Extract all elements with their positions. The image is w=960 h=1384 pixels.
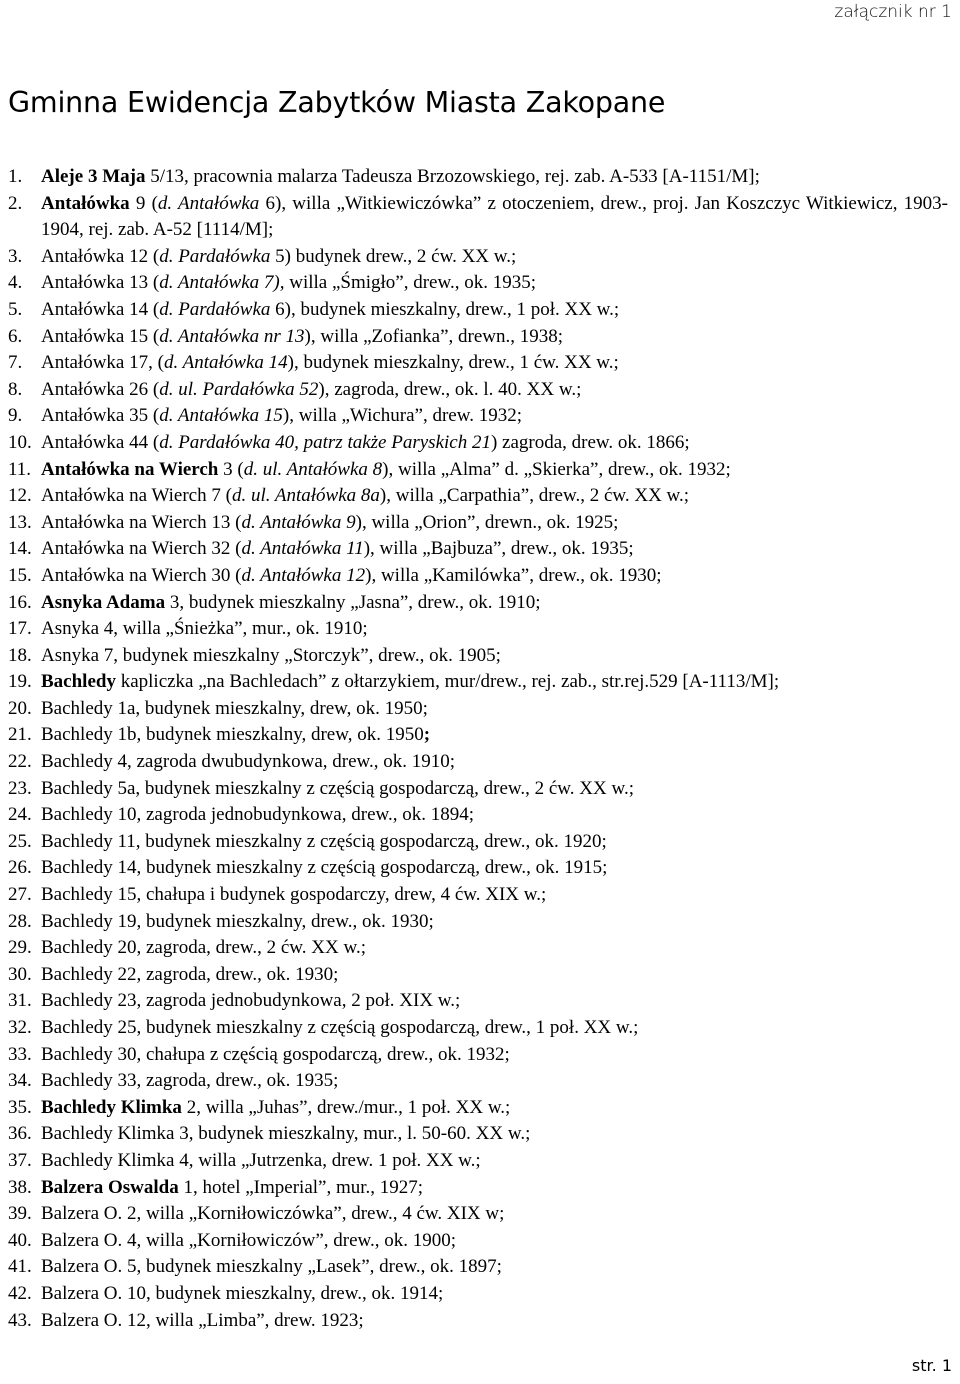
item-text [41, 1281, 948, 1308]
list-item [8, 909, 948, 936]
former-address: d. Antałówka 12 [241, 564, 366, 586]
former-address: d. ul. Pardałówka 52 [159, 378, 319, 400]
list-item [8, 829, 948, 856]
list-item [8, 483, 948, 510]
former-address: d. Antałówka 7), [159, 272, 285, 294]
list-item [8, 244, 948, 271]
item-text [41, 1042, 948, 1069]
item-number: 7. [8, 352, 23, 374]
list-item [8, 1201, 948, 1228]
item-text-segment: Antałówka 14 ( [41, 298, 160, 320]
item-text [41, 1254, 948, 1281]
item-number: 2. [8, 192, 23, 214]
item-number: 15. [8, 564, 32, 586]
item-number: 40. [8, 1229, 32, 1251]
item-text [41, 829, 948, 856]
item-text-segment: Antałówka 44 ( [41, 431, 160, 453]
item-text-segment: Balzera O. 12, willa „Limba”, drew. 1923; [41, 1309, 364, 1331]
item-text [41, 350, 948, 377]
street-name: Bachledy Klimka [41, 1096, 182, 1118]
list-item [8, 1148, 948, 1175]
item-text [41, 855, 948, 882]
street-name: ; [423, 724, 431, 746]
item-text-segment: Asnyka 7, budynek mieszkalny „Storczyk”, drew., ok. 1905; [41, 644, 501, 666]
item-number: 32. [8, 1017, 32, 1038]
item-text-segment: Bachledy 11, budynek mieszkalny z częścią gospodarczą, drew., ok. 1920; [41, 830, 607, 852]
street-name: Antałówka [41, 192, 130, 214]
item-text-segment: 3, budynek mieszkalny „Jasna”, drew., ok. 1910; [165, 591, 541, 613]
item-number: 13. [8, 511, 32, 533]
item-number: 35. [8, 1096, 32, 1118]
list-item [8, 430, 948, 457]
item-text-segment: Bachledy Klimka 4, willa „Jutrzenka, drew. 1 poł. XX w.; [41, 1149, 481, 1171]
item-text-segment: 2, willa „Juhas”, drew./mur., 1 poł. XX w.; [181, 1096, 511, 1118]
item-text [41, 270, 948, 297]
document-title: Gminna Ewidencja Zabytków Miasta Zakopane [8, 86, 666, 119]
street-name: Balzera Oswalda [41, 1176, 179, 1198]
item-text [41, 430, 948, 457]
item-text [41, 324, 948, 351]
item-text [41, 1148, 948, 1175]
item-text-segment: Bachledy 19, budynek mieszkalny, drew., ok. 1930; [41, 910, 434, 932]
item-number: 1. [8, 166, 23, 187]
item-text [41, 191, 948, 244]
item-number: 41. [8, 1256, 32, 1278]
item-text-segment: Antałówka na Wierch 32 ( [41, 538, 242, 560]
item-text [41, 935, 948, 962]
item-text [41, 510, 948, 537]
former-address: d. Antałówka 14 [163, 352, 288, 374]
item-text-segment: ), willa „Wichura”, drew. 1932; [282, 405, 522, 427]
item-number: 16. [8, 591, 32, 613]
item-text-segment: ), willa „Alma” d. „Skierka”, drew., ok. 1932; [382, 458, 731, 480]
list-item [8, 1281, 948, 1308]
item-text-segment: 1, hotel „Imperial”, mur., 1927; [178, 1176, 424, 1198]
item-text-segment: Bachledy 33, zagroda, drew., ok. 1935; [41, 1070, 339, 1092]
item-text [41, 164, 948, 191]
item-number: 14. [8, 538, 32, 560]
item-text-segment: ), willa „Bajbuza”, drew., ok. 1935; [363, 538, 634, 560]
item-text-segment: Bachledy 1a, budynek mieszkalny, drew, ok. 1950; [41, 697, 428, 719]
list-item [8, 669, 948, 696]
item-number: 3. [8, 245, 23, 267]
item-text [41, 1095, 948, 1122]
item-text-segment: Bachledy 1b, budynek mieszkalny, drew, ok. 1950 [41, 724, 424, 746]
item-text-segment: 5/13, pracownia malarza Tadeusza Brzozowskiego, rej. zab. A-533 [A-1151/M]; [145, 166, 760, 187]
item-number: 19. [8, 671, 32, 693]
list-item [8, 1095, 948, 1122]
item-text [41, 696, 948, 723]
item-number: 38. [8, 1176, 32, 1198]
list-item [8, 802, 948, 829]
item-text [41, 536, 948, 563]
list-item [8, 1068, 948, 1095]
list-item [8, 1254, 948, 1281]
item-number: 26. [8, 857, 32, 879]
item-number: 39. [8, 1203, 32, 1225]
list-item [8, 962, 948, 989]
item-text [41, 1121, 948, 1148]
item-text [41, 244, 948, 271]
item-text [41, 297, 948, 324]
item-text [41, 590, 948, 617]
item-text [41, 483, 948, 510]
item-text-segment: ), willa „Orion”, drewn., ok. 1925; [355, 511, 619, 533]
item-text [41, 669, 948, 696]
item-text-segment: ), zagroda, drew., ok. l. 40. XX w.; [318, 378, 582, 400]
item-number: 31. [8, 990, 32, 1012]
item-text-segment: willa „Śmigło”, drew., ok. 1935; [284, 272, 537, 294]
item-text-segment: Antałówka na Wierch 13 ( [41, 511, 242, 533]
attachment-label: załącznik nr 1 [834, 2, 952, 22]
item-text-segment: Balzera O. 2, willa „Korniłowiczówka”, drew., 4 ćw. XIX w; [41, 1203, 505, 1225]
item-text-segment: Bachledy Klimka 3, budynek mieszkalny, mur., l. 50-60. XX w.; [41, 1123, 531, 1145]
list-item [8, 297, 948, 324]
item-text [41, 988, 948, 1015]
item-number: 21. [8, 724, 32, 746]
list-item [8, 988, 948, 1015]
former-address: d. Antałówka 15 [159, 405, 283, 427]
list-item [8, 270, 948, 297]
former-address: d. Antałówka 11 [241, 538, 364, 560]
item-number: 37. [8, 1149, 32, 1171]
item-text-segment: ), willa „Carpathia”, drew., 2 ćw. XX w.; [379, 485, 690, 507]
item-text [41, 1201, 948, 1228]
item-text-segment: Bachledy 30, chałupa z częścią gospodarczą, drew., ok. 1932; [41, 1043, 510, 1065]
item-text-segment: 3 ( [218, 458, 244, 480]
item-number: 28. [8, 910, 32, 932]
item-text-segment: ) zagroda, drew. ok. 1866; [490, 431, 690, 453]
list-item [8, 377, 948, 404]
list-item [8, 1228, 948, 1255]
item-number: 27. [8, 884, 32, 906]
list-item [8, 1042, 948, 1069]
item-number: 34. [8, 1070, 32, 1092]
item-text [41, 882, 948, 909]
street-name: Antałówka na Wierch [41, 458, 219, 480]
item-text-segment: Bachledy 4, zagroda dwubudynkowa, drew., ok. 1910; [41, 751, 456, 773]
item-text-segment: Antałówka 15 ( [41, 325, 160, 347]
former-address: d. ul. Antałówka 8 [243, 458, 383, 480]
list-item [8, 457, 948, 484]
item-number: 17. [8, 618, 32, 640]
item-text-segment: ), budynek mieszkalny, drew., 1 ćw. XX w.; [287, 352, 619, 374]
list-item [8, 350, 948, 377]
item-text [41, 776, 948, 803]
list-item [8, 563, 948, 590]
former-address: d. Antałówka [157, 192, 260, 214]
street-name: Aleje 3 Maja [41, 166, 146, 187]
list-item [8, 164, 948, 191]
list-item [8, 882, 948, 909]
item-text-segment: Balzera O. 10, budynek mieszkalny, drew., ok. 1914; [41, 1282, 444, 1304]
item-text-segment: Antałówka 26 ( [41, 378, 160, 400]
item-number: 29. [8, 937, 32, 959]
item-text-segment: Bachledy 23, zagroda jednobudynkowa, 2 poł. XIX w.; [41, 990, 461, 1012]
item-text-segment: Asnyka 4, willa „Śnieżka”, mur., ok. 1910; [41, 618, 368, 640]
item-text-segment: ), willa „Zofianka”, drewn., 1938; [304, 325, 564, 347]
list-item [8, 590, 948, 617]
item-text-segment: Bachledy 15, chałupa i budynek gospodarczy, drew, 4 ćw. XIX w.; [41, 884, 547, 906]
item-text-segment: Antałówka 13 ( [41, 272, 160, 294]
item-number: 42. [8, 1282, 32, 1304]
item-text-segment: Bachledy 22, zagroda, drew., ok. 1930; [41, 963, 339, 985]
item-number: 9. [8, 405, 23, 427]
list-item [8, 1015, 948, 1042]
item-text-segment: Balzera O. 4, willa „Korniłowiczów”, drew., ok. 1900; [41, 1229, 457, 1251]
list-item [8, 643, 948, 670]
item-text [41, 1228, 948, 1255]
item-text-segment: Bachledy 10, zagroda jednobudynkowa, drew., ok. 1894; [41, 804, 475, 826]
former-address: d. ul. Antałówka 8a [231, 485, 380, 507]
item-text [41, 377, 948, 404]
item-text [41, 749, 948, 776]
item-text [41, 802, 948, 829]
list-item [8, 616, 948, 643]
item-number: 30. [8, 963, 32, 985]
item-text-segment: Bachledy 5a, budynek mieszkalny z częścią gospodarczą, drew., 2 ćw. XX w.; [41, 777, 634, 799]
former-address: d. Antałówka nr 13 [159, 325, 305, 347]
item-text-segment: kapliczka „na Bachledach” z ołtarzykiem, mur/drew., rej. zab., str.rej.529 [A-1113/M]; [115, 671, 780, 693]
monument-list [8, 164, 948, 1334]
list-item [8, 749, 948, 776]
former-address: d. Pardałówka 40, patrz także Paryskich 21 [159, 431, 491, 453]
item-text-segment: Antałówka 35 ( [41, 405, 160, 427]
item-text [41, 643, 948, 670]
list-item [8, 191, 948, 244]
list-item [8, 855, 948, 882]
item-text [41, 1308, 948, 1335]
former-address: d. Pardałówka [159, 298, 271, 320]
item-text-segment: 5) budynek drew., 2 ćw. XX w.; [270, 245, 517, 267]
item-text-segment: Antałówka na Wierch 30 ( [41, 564, 242, 586]
item-text-segment: ), willa „Kamilówka”, drew., ok. 1930; [365, 564, 662, 586]
former-address: d. Antałówka 9 [241, 511, 356, 533]
item-text [41, 909, 948, 936]
item-number: 33. [8, 1043, 32, 1065]
item-number: 12. [8, 485, 32, 507]
street-name: Bachledy [41, 671, 116, 693]
item-number: 10. [8, 431, 32, 453]
item-text-segment: 9 ( [129, 192, 158, 214]
item-text-segment: Bachledy 20, zagroda, drew., 2 ćw. XX w.; [41, 937, 367, 959]
list-item [8, 1175, 948, 1202]
page-number: str. 1 [911, 1356, 952, 1375]
list-item [8, 776, 948, 803]
item-text [41, 1068, 948, 1095]
item-text [41, 457, 948, 484]
item-number: 4. [8, 272, 23, 294]
item-number: 20. [8, 697, 32, 719]
list-item [8, 510, 948, 537]
list-item [8, 696, 948, 723]
item-number: 43. [8, 1309, 32, 1331]
item-text-segment: Bachledy 14, budynek mieszkalny z częścią gospodarczą, drew., ok. 1915; [41, 857, 608, 879]
item-text [41, 616, 948, 643]
item-text-segment: Bachledy 25, budynek mieszkalny z częścią gospodarczą, drew., 1 poł. XX w.; [41, 1017, 639, 1038]
item-number: 5. [8, 298, 23, 320]
list-item [8, 935, 948, 962]
item-text [41, 1015, 948, 1042]
item-text-segment: Balzera O. 5, budynek mieszkalny „Lasek”, drew., ok. 1897; [41, 1256, 502, 1278]
street-name: Asnyka Adama [41, 591, 166, 613]
item-text-segment: Antałówka na Wierch 7 ( [41, 485, 232, 507]
item-number: 8. [8, 378, 23, 400]
former-address: d. Pardałówka [159, 245, 271, 267]
list-item [8, 324, 948, 351]
item-number: 24. [8, 804, 32, 826]
item-number: 25. [8, 830, 32, 852]
item-text [41, 1175, 948, 1202]
list-item [8, 536, 948, 563]
item-text-segment: 6), willa „Witkiewiczówka” z otoczeniem, drew., proj. Jan Koszczyc Witkiewicz, 1903-1904, rej. zab. A-52 [1114/M]; [41, 192, 949, 241]
item-text [41, 962, 948, 989]
item-number: 36. [8, 1123, 32, 1145]
item-number: 23. [8, 777, 32, 799]
item-text-segment: Antałówka 12 ( [41, 245, 160, 267]
item-number: 6. [8, 325, 23, 347]
list-item [8, 722, 948, 749]
item-text-segment: Antałówka 17, ( [41, 352, 164, 374]
item-text-segment: 6), budynek mieszkalny, drew., 1 poł. XX w.; [270, 298, 620, 320]
list-item [8, 1121, 948, 1148]
list-item [8, 403, 948, 430]
item-text [41, 722, 948, 749]
item-number: 22. [8, 751, 32, 773]
item-text [41, 403, 948, 430]
list-item [8, 1308, 948, 1335]
item-number: 11. [8, 458, 32, 480]
item-text [41, 563, 948, 590]
item-number: 18. [8, 644, 32, 666]
